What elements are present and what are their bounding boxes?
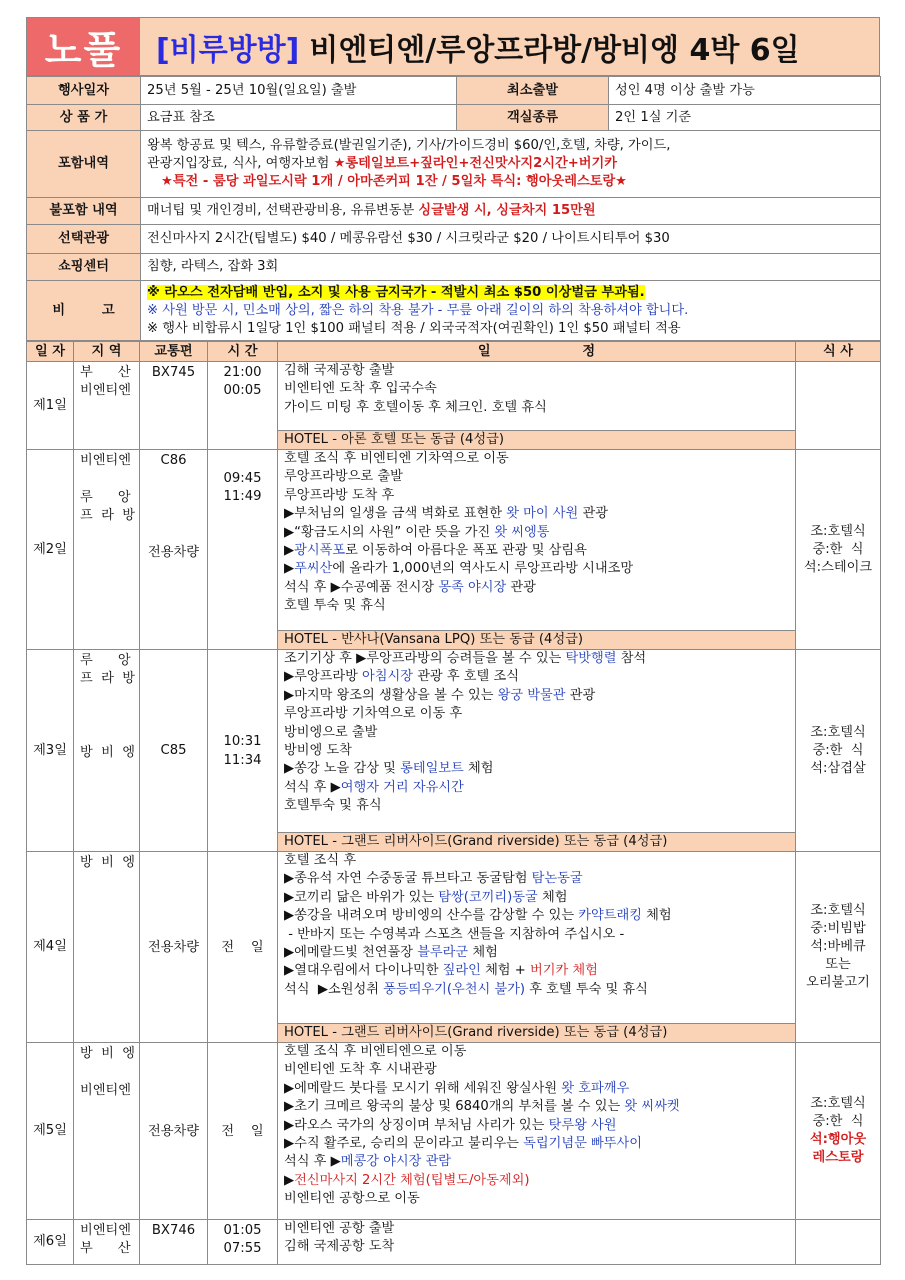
time-line: 전 일 bbox=[221, 939, 264, 955]
meal-line: 중:한 식 bbox=[812, 742, 864, 758]
meal-line: 조:호텔식 bbox=[810, 1096, 866, 1111]
schedule-text: 비엔티엔 도착 후 입국수속 bbox=[284, 381, 437, 397]
schedule-text: 몽족 야시장 bbox=[438, 579, 507, 595]
schedule-text: 블루라군 bbox=[417, 944, 469, 960]
schedule-text: 비엔티엔 도착 후 시내관광 bbox=[284, 1062, 437, 1078]
schedule-line bbox=[278, 380, 795, 398]
region-cell bbox=[74, 1043, 140, 1220]
schedule-text: 석식 후 ▶수공예품 전시장 bbox=[284, 579, 439, 595]
schedule-cell bbox=[278, 362, 796, 450]
schedule-line bbox=[278, 944, 795, 962]
region-line: 루 앙 bbox=[80, 653, 131, 668]
time-cell bbox=[208, 650, 278, 852]
schedule-text: 석식 후 ▶ bbox=[284, 779, 341, 795]
meal-line: 중:비빔밥 bbox=[810, 921, 866, 936]
schedule-text: 로 이동하여 아름다운 폭포 관광 및 삼림욕 bbox=[345, 542, 587, 558]
region-line: 루 앙 bbox=[80, 489, 131, 505]
schedule-text: 짚라인 bbox=[442, 963, 481, 979]
schedule-text: ▶열대우림에서 다이나믹한 bbox=[284, 963, 443, 979]
schedule-line bbox=[278, 668, 795, 686]
schedule-line bbox=[278, 742, 795, 760]
meal-line: 조:호텔식 bbox=[810, 724, 866, 740]
schedule-line bbox=[278, 1080, 795, 1098]
include-special: ★특전 - 룸당 과일도시락 1개 / 아마존커피 1잔 / 5일차 특식: 행아웃레스토랑★ bbox=[161, 174, 628, 189]
region-line: 비엔티엔 bbox=[80, 1223, 131, 1238]
schedule-text: 에 올라가 1,000년의 역사도시 루앙프라방 시내조망 bbox=[332, 561, 634, 577]
meal-line: 석:행아웃 bbox=[809, 1132, 867, 1147]
schedule-text: 왕궁 박물관 bbox=[497, 687, 566, 703]
schedule-body bbox=[278, 852, 795, 1042]
schedule-line bbox=[278, 1117, 795, 1135]
exclude-value bbox=[141, 198, 881, 225]
schedule-cell bbox=[278, 1043, 796, 1220]
meal-line: 석:삼겹살 bbox=[810, 760, 866, 776]
transport-line: 전용차량 bbox=[148, 1123, 199, 1139]
brand-logo: 노풀 bbox=[27, 18, 140, 75]
note-3: ※ 행사 비합류시 1일당 1인 $100 패널티 적용 / 외국국적자(여권확인) 1인 $50 패널티 적용 bbox=[147, 320, 681, 336]
schedule-text: ▶ bbox=[284, 561, 295, 577]
region-line: 프 라 방 bbox=[80, 671, 135, 687]
col-region: 지 역 bbox=[74, 342, 140, 362]
schedule-text: 호텔 투숙 및 휴식 bbox=[284, 598, 386, 614]
schedule-text: 광시폭포 bbox=[294, 542, 346, 558]
schedule-text: 탁밧행렬 bbox=[565, 651, 617, 666]
schedule-text: ▶에메랄드빛 천연풀장 bbox=[284, 944, 418, 960]
region-line: 부 산 bbox=[80, 1241, 131, 1257]
schedule-body bbox=[278, 1043, 795, 1219]
hotel-line: HOTEL - 그랜드 리버사이드(Grand riverside) 또는 동급 (4성급) bbox=[278, 1023, 795, 1042]
schedule-line bbox=[278, 687, 795, 705]
day-label: 제2일 bbox=[27, 450, 74, 650]
schedule-text: 비엔티엔 공항 출발 bbox=[284, 1221, 395, 1236]
schedule-text: ▶루앙프라방 bbox=[284, 669, 363, 685]
schedule-line bbox=[278, 468, 795, 486]
schedule-text: 풍등띄우기(우천시 불가) bbox=[383, 981, 526, 997]
hotel-line: HOTEL - 아론 호텔 또는 동급 (4성급) bbox=[278, 430, 795, 449]
time-line: 10:31 bbox=[223, 734, 262, 750]
date-value: 25년 5월 - 25년 10월(일요일) 출발 bbox=[141, 77, 457, 105]
meal-cell bbox=[796, 852, 881, 1043]
option-value: 전신마사지 2시간(팁별도) $40 / 메콩유람선 $30 / 시크릿라군 $20 / 나이트시티투어 $30 bbox=[141, 225, 881, 254]
schedule-line bbox=[278, 724, 795, 742]
include-label: 포함내역 bbox=[27, 131, 141, 198]
transport-line bbox=[146, 507, 201, 525]
day-row bbox=[27, 1043, 881, 1220]
schedule-lines bbox=[278, 1220, 795, 1264]
time-line: 01:05 bbox=[223, 1223, 262, 1238]
time-line: 21:00 bbox=[223, 365, 262, 380]
day-rows bbox=[27, 362, 881, 1265]
time-line: 11:49 bbox=[223, 489, 262, 505]
time-cell bbox=[208, 1220, 278, 1265]
transport-line: 전용차량 bbox=[148, 939, 199, 955]
schedule-text: 호텔 조식 후 bbox=[284, 853, 357, 868]
schedule-line bbox=[278, 1190, 795, 1208]
transport-cell bbox=[140, 852, 208, 1043]
region-line: 비엔티엔 bbox=[80, 1082, 131, 1098]
schedule-text: 체험 bbox=[641, 908, 672, 924]
schedule-line bbox=[278, 870, 795, 888]
schedule-line bbox=[278, 705, 795, 723]
transport-line: 전용차량 bbox=[148, 544, 199, 560]
title-tag: [비루방방] bbox=[156, 32, 300, 68]
transport-line bbox=[146, 526, 201, 544]
schedule-text: 롱테일보트 bbox=[400, 761, 464, 777]
date-label: 행사일자 bbox=[27, 77, 141, 105]
schedule-text: 왓 마이 사원 bbox=[506, 506, 579, 522]
schedule-line bbox=[278, 560, 795, 578]
day-row bbox=[27, 362, 881, 450]
exclude-label: 불포함 내역 bbox=[27, 198, 141, 225]
transport-line bbox=[146, 470, 201, 488]
schedule-line bbox=[278, 1061, 795, 1079]
schedule-line bbox=[278, 399, 795, 417]
schedule-text: - 반바지 또는 수영복과 스포츠 샌들을 지참하여 주십시오 - bbox=[284, 926, 625, 942]
info-table bbox=[26, 76, 881, 341]
schedule-cell bbox=[278, 650, 796, 852]
time-line: 07:55 bbox=[223, 1241, 262, 1257]
time-line: 09:45 bbox=[223, 471, 262, 486]
schedule-line bbox=[278, 1153, 795, 1171]
schedule-text: 카약트래킹 bbox=[578, 908, 642, 924]
hotel-line: HOTEL - 그랜드 리버사이드(Grand riverside) 또는 동급 (4성급) bbox=[278, 832, 795, 851]
note-label: 비 고 bbox=[27, 281, 141, 341]
region-cell bbox=[74, 1220, 140, 1265]
col-schedule: 일 정 bbox=[278, 342, 796, 362]
room-label: 객실종류 bbox=[457, 105, 609, 131]
meal-line: 석:스테이크 bbox=[803, 559, 873, 575]
schedule-line bbox=[278, 362, 795, 380]
room-value: 2인 1실 기준 bbox=[609, 105, 881, 131]
schedule-body bbox=[278, 650, 795, 851]
schedule-body bbox=[278, 362, 795, 449]
schedule-cell bbox=[278, 450, 796, 650]
schedule-text: 호텔 조식 후 비엔티엔으로 이동 bbox=[284, 1044, 467, 1059]
schedule-text: ▶마지막 왕조의 생활상을 볼 수 있는 bbox=[284, 687, 498, 703]
region-line: 비엔티엔 bbox=[80, 453, 131, 468]
day-label: 제1일 bbox=[27, 362, 74, 450]
schedule-line bbox=[278, 487, 795, 505]
time-line: 11:34 bbox=[223, 752, 262, 768]
region-line bbox=[80, 470, 133, 488]
col-transport: 교통편 bbox=[140, 342, 208, 362]
title-bar bbox=[26, 17, 880, 76]
schedule-line bbox=[278, 962, 795, 980]
time-line: 전 일 bbox=[221, 1123, 264, 1139]
schedule-line bbox=[278, 542, 795, 560]
note-2: ※ 사원 방문 시, 민소매 상의, 짧은 하의 착용 불가 - 무릎 아래 길이의 하의 착용하셔야 합니다. bbox=[147, 302, 689, 318]
include-line-2 bbox=[147, 155, 874, 173]
schedule-text: 관광 후 호텔 조식 bbox=[413, 669, 519, 685]
schedule-text: 탓루왕 사원 bbox=[548, 1117, 617, 1133]
transport-line: C85 bbox=[160, 743, 187, 759]
transport-line: BX745 bbox=[151, 365, 196, 380]
schedule-text: 관광 bbox=[565, 687, 596, 703]
schedule-text: 방비엥으로 출발 bbox=[284, 724, 378, 740]
schedule-text: 호텔 조식 후 비엔티엔 기차역으로 이동 bbox=[284, 451, 509, 466]
transport-line bbox=[146, 489, 201, 507]
schedule-text: 체험 bbox=[463, 761, 494, 777]
region-line: 방 비 엥 bbox=[80, 744, 135, 760]
day-label: 제3일 bbox=[27, 650, 74, 852]
note-1 bbox=[147, 284, 874, 302]
include-text: 관광지입장료, 식사, 여행자보험 bbox=[147, 156, 334, 171]
meal-line: 중:한 식 bbox=[812, 541, 864, 557]
page-title bbox=[140, 18, 879, 75]
schedule-text: 관광 bbox=[506, 579, 536, 595]
region-line bbox=[80, 726, 133, 744]
schedule-text: ▶라오스 국가의 상징이며 부처님 사리가 있는 bbox=[284, 1117, 549, 1133]
include-highlight: ★롱테일보트+짚라인+전신맛사지2시간+버기카 bbox=[333, 156, 618, 171]
schedule-text: 석식 후 ▶ bbox=[284, 1154, 341, 1170]
day-label: 제4일 bbox=[27, 852, 74, 1043]
exclude-text: 매너팁 및 개인경비, 선택관광비용, 유류변동분 bbox=[147, 203, 419, 218]
day-row bbox=[27, 852, 881, 1043]
min-value: 성인 4명 이상 출발 가능 bbox=[609, 77, 881, 105]
schedule-lines bbox=[278, 650, 795, 832]
region-line: 비엔티엔 bbox=[80, 383, 131, 399]
region-cell bbox=[74, 362, 140, 450]
schedule-lines bbox=[278, 852, 795, 1023]
schedule-text: 탐논동굴 bbox=[531, 871, 583, 887]
transport-cell bbox=[140, 650, 208, 852]
schedule-line bbox=[278, 760, 795, 778]
region-line bbox=[80, 707, 133, 725]
schedule-text: 석식 ▶소원성취 bbox=[284, 981, 384, 997]
schedule-text: ▶쏭강 노을 감상 및 bbox=[284, 761, 401, 777]
schedule-line bbox=[278, 852, 795, 870]
meal-line: 레스토랑 bbox=[812, 1150, 864, 1165]
region-line bbox=[80, 1063, 133, 1081]
day-row bbox=[27, 650, 881, 852]
meal-line: 석:바베큐 bbox=[810, 939, 866, 954]
shop-value: 침향, 라텍스, 잡화 3회 bbox=[141, 254, 881, 281]
schedule-text: 비엔티엔 공항으로 이동 bbox=[284, 1191, 420, 1207]
time-line: 00:05 bbox=[223, 383, 262, 399]
schedule-text: 체험 + bbox=[480, 963, 530, 979]
schedule-body bbox=[278, 1220, 795, 1264]
transport-line: BX746 bbox=[151, 1223, 196, 1238]
meal-line: 조:호텔식 bbox=[810, 903, 866, 918]
schedule-text: 아침시장 bbox=[362, 669, 413, 685]
schedule-lines bbox=[278, 450, 795, 630]
schedule-text: 루앙프라방 도착 후 bbox=[284, 487, 395, 503]
schedule-text: ▶종유석 자연 수중동굴 튜브타고 동굴탐험 bbox=[284, 871, 532, 887]
schedule-text: ▶부처님의 일생을 금색 벽화로 표현한 bbox=[284, 506, 507, 522]
time-cell bbox=[208, 852, 278, 1043]
schedule-text: ▶ bbox=[284, 1172, 295, 1188]
schedule-line bbox=[278, 579, 795, 597]
schedule-text: 참석 bbox=[616, 651, 647, 666]
include-line-1: 왕복 항공료 및 텍스, 유류할증료(발권일기준), 기사/가이드경비 $60/인,호텔, 차량, 가이드, bbox=[147, 138, 671, 153]
meal-cell bbox=[796, 650, 881, 852]
transport-cell bbox=[140, 1043, 208, 1220]
title-text: 비엔티엔/루앙프라방/방비엥 4박 6일 bbox=[309, 32, 800, 68]
schedule-text: 김해 국제공항 도착 bbox=[284, 1239, 395, 1255]
schedule-text: 탐쌍(코끼리)동굴 bbox=[438, 889, 538, 905]
col-day: 일 자 bbox=[27, 342, 74, 362]
schedule-line bbox=[278, 650, 795, 668]
region-line: 방 비 엥 bbox=[80, 1046, 135, 1061]
schedule-line bbox=[278, 450, 795, 468]
transport-cell bbox=[140, 450, 208, 650]
price-value: 요금표 참조 bbox=[141, 105, 457, 131]
schedule-text: 방비엥 도착 bbox=[284, 742, 352, 758]
schedule-line bbox=[278, 1172, 795, 1190]
hotel-line: HOTEL - 반사나(Vansana LPQ) 또는 동급 (4성급) bbox=[278, 630, 795, 649]
region-cell bbox=[74, 450, 140, 650]
schedule-lines bbox=[278, 1043, 795, 1219]
meal-line: 오리불고기 bbox=[806, 975, 870, 990]
schedule-line bbox=[278, 1238, 795, 1256]
schedule-line bbox=[278, 597, 795, 615]
schedule-text: 루앙프라방 기차역으로 이동 후 bbox=[284, 706, 463, 722]
shop-label: 쇼핑센터 bbox=[27, 254, 141, 281]
col-meal: 식 사 bbox=[796, 342, 881, 362]
include-value bbox=[141, 131, 881, 198]
day-label: 제5일 bbox=[27, 1043, 74, 1220]
region-cell bbox=[74, 650, 140, 852]
schedule-text: 왓 호파깨우 bbox=[561, 1080, 630, 1096]
schedule-line bbox=[278, 907, 795, 925]
schedule-line bbox=[278, 797, 795, 815]
option-label: 선택관광 bbox=[27, 225, 141, 254]
schedule-line bbox=[278, 926, 795, 944]
schedule-line bbox=[278, 1043, 795, 1061]
time-cell bbox=[208, 362, 278, 450]
schedule-text: 관광 bbox=[578, 506, 608, 522]
schedule-text: 호텔투숙 및 휴식 bbox=[284, 798, 382, 814]
schedule-text: ▶초기 크메르 왕국의 불상 및 6840개의 부처를 볼 수 있는 bbox=[284, 1099, 625, 1115]
schedule-line bbox=[278, 1135, 795, 1153]
schedule-text: 조기기상 후 ▶루앙프라방의 승려들을 볼 수 있는 bbox=[284, 651, 566, 666]
note-value bbox=[141, 281, 881, 341]
meal-line: 또는 bbox=[825, 957, 851, 972]
schedule-text: 여행자 거리 자유시간 bbox=[340, 779, 464, 795]
note-1-text: ※ 라오스 전자담배 반입, 소지 및 사용 금지국가 - 적발시 최소 $50 이상벌금 부과됨. bbox=[147, 284, 645, 300]
schedule-line bbox=[278, 889, 795, 907]
day-row bbox=[27, 450, 881, 650]
time-cell bbox=[208, 1043, 278, 1220]
single-charge: 싱글발생 시, 싱글차지 15만원 bbox=[418, 203, 596, 218]
min-label: 최소출발 bbox=[457, 77, 609, 105]
transport-cell bbox=[140, 362, 208, 450]
schedule-table bbox=[26, 341, 881, 1265]
meal-cell bbox=[796, 1043, 881, 1220]
schedule-line bbox=[278, 1220, 795, 1238]
schedule-line bbox=[278, 981, 795, 999]
col-time: 시 간 bbox=[208, 342, 278, 362]
schedule-text: 체험 bbox=[468, 944, 498, 960]
schedule-lines bbox=[278, 362, 795, 430]
schedule-text: ▶코끼리 닮은 바위가 있는 bbox=[284, 889, 439, 905]
meal-line: 조:호텔식 bbox=[810, 523, 866, 539]
region-line: 프 라 방 bbox=[80, 508, 135, 524]
schedule-text: ▶에메랄드 붓다를 모시기 위해 세워진 왕실사원 bbox=[284, 1080, 562, 1096]
transport-cell bbox=[140, 1220, 208, 1265]
region-cell bbox=[74, 852, 140, 1043]
schedule-cell bbox=[278, 1220, 796, 1265]
meal-cell bbox=[796, 450, 881, 650]
region-line: 방 비 엥 bbox=[80, 855, 135, 870]
schedule-text: ▶“황금도시의 사원” 이란 뜻을 가진 bbox=[284, 524, 495, 540]
schedule-text: 가이드 미팅 후 호텔이동 후 체크인. 호텔 휴식 bbox=[284, 399, 547, 415]
schedule-line bbox=[278, 779, 795, 797]
meal-cell bbox=[796, 362, 881, 450]
schedule-line bbox=[278, 1098, 795, 1116]
schedule-text: 푸씨산 bbox=[294, 561, 333, 577]
schedule-cell bbox=[278, 852, 796, 1043]
schedule-text: 후 호텔 투숙 및 휴식 bbox=[525, 981, 648, 997]
region-line bbox=[80, 689, 133, 707]
meal-line: 중:한 식 bbox=[812, 1114, 864, 1129]
schedule-text: 김해 국제공항 출발 bbox=[284, 363, 395, 378]
schedule-text: 왓 씨싸켓 bbox=[624, 1099, 680, 1115]
schedule-text: 메콩강 야시장 관람 bbox=[340, 1154, 452, 1170]
meal-cell bbox=[796, 1220, 881, 1265]
day-row bbox=[27, 1220, 881, 1265]
day-label: 제6일 bbox=[27, 1220, 74, 1265]
schedule-text: 체험 bbox=[537, 889, 568, 905]
time-cell bbox=[208, 450, 278, 650]
price-label: 상 품 가 bbox=[27, 105, 141, 131]
schedule-text: 버기카 체험 bbox=[529, 963, 598, 979]
schedule-text: 전신마사지 2시간 체험(팁별도/아동제외) bbox=[294, 1172, 530, 1188]
schedule-text: 루앙프라방으로 출발 bbox=[284, 469, 403, 485]
schedule-text: ▶쏭강을 내려오며 방비엥의 산수를 감상할 수 있는 bbox=[284, 908, 579, 924]
schedule-line bbox=[278, 524, 795, 542]
schedule-body bbox=[278, 450, 795, 649]
schedule-text: 독립기념문 빠뚜사이 bbox=[523, 1135, 642, 1151]
region-line: 부 산 bbox=[80, 365, 131, 380]
schedule-text: ▶ bbox=[284, 542, 295, 558]
schedule-text: ▶수직 활주로, 승리의 문이라고 불리우는 bbox=[284, 1135, 524, 1151]
schedule-line bbox=[278, 505, 795, 523]
itinerary-sheet bbox=[26, 17, 880, 1265]
schedule-text: 왓 씨엥통 bbox=[494, 524, 550, 540]
transport-line: C86 bbox=[160, 453, 187, 468]
